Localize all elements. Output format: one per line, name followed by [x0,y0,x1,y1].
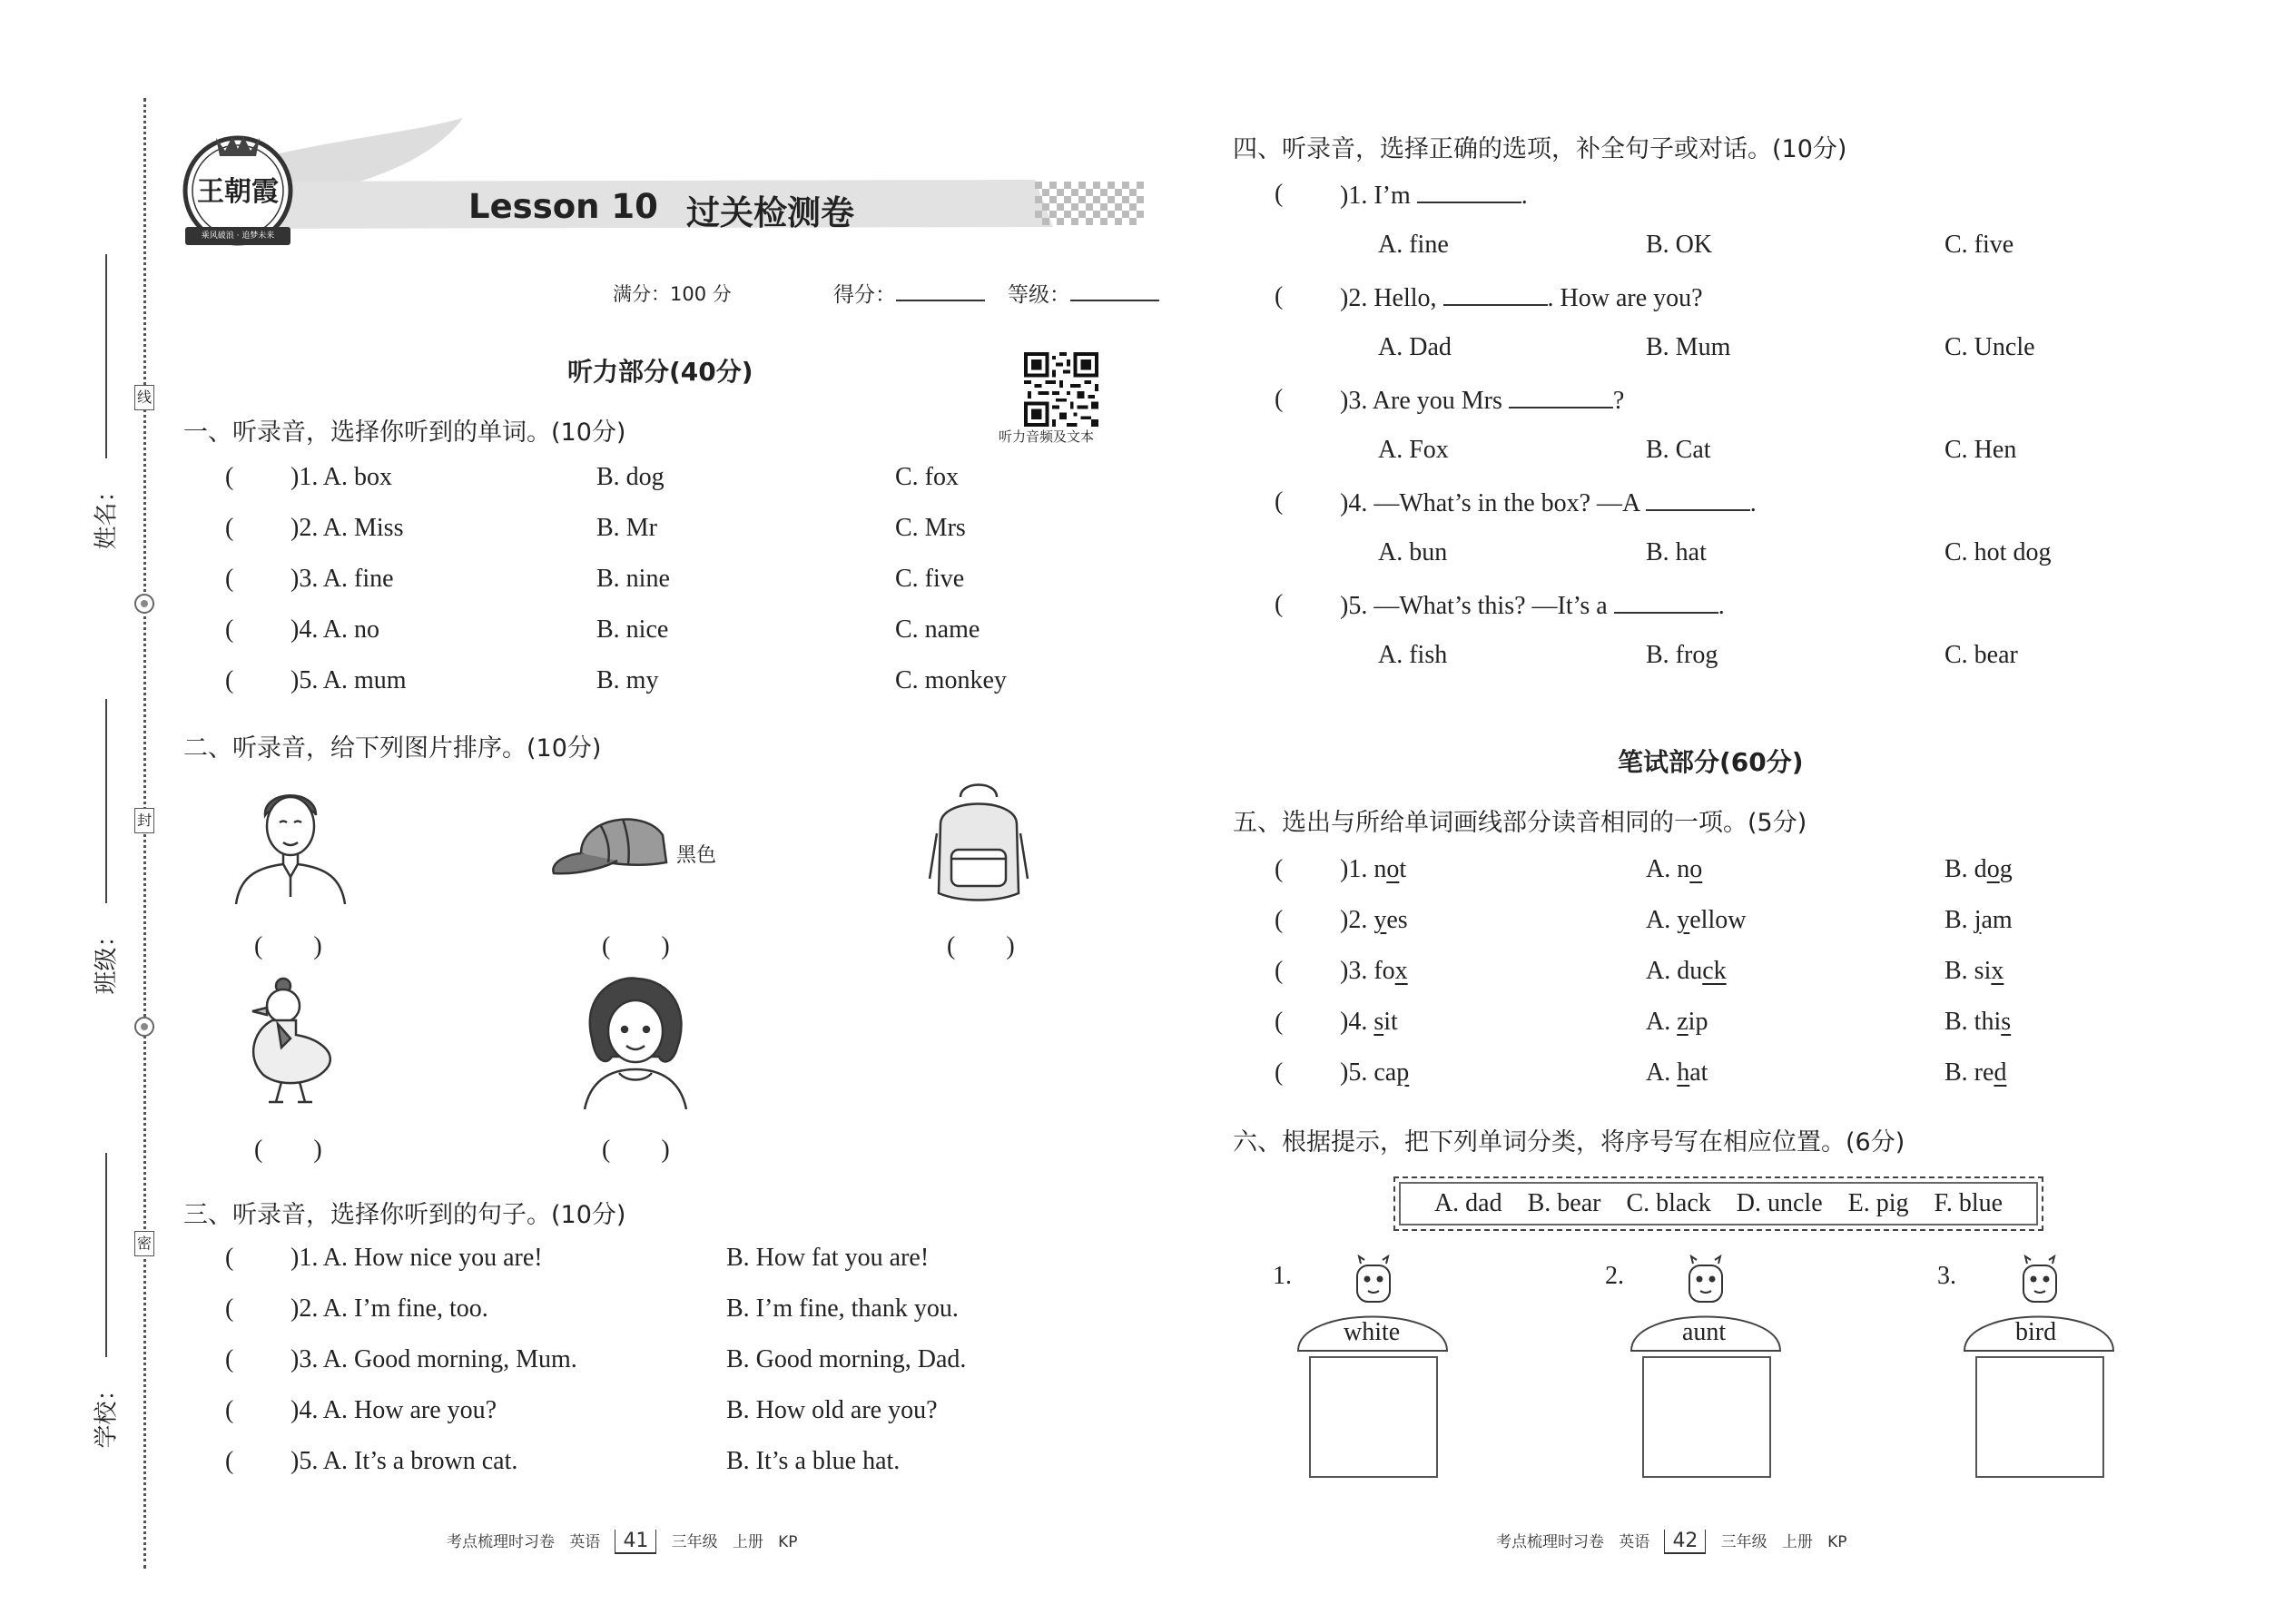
brand-motto: 乘风破浪 · 追梦未来 [201,231,275,241]
class-field[interactable] [80,699,121,995]
footer-right: 考点梳理时习卷 英语 42 三年级 上册 KP [1496,1530,1847,1552]
picture-answer-blank[interactable]: ( ) [254,932,322,960]
word-bank [1393,1176,2043,1231]
score-label: 得分： [833,283,896,307]
binding-dotted-line [143,98,146,1569]
test-subtitle: 过关检测卷 [686,193,854,232]
binding-hole-icon [133,592,156,615]
name-label: 姓名： [93,478,121,550]
category-answer-area[interactable] [1309,1356,1438,1478]
picture-answer-blank[interactable]: ( ) [254,1136,322,1164]
page-number: 41 [615,1530,656,1554]
man-picture [227,779,354,906]
lesson-title: Lesson 10 [468,187,658,226]
grade-field[interactable] [1008,278,1159,308]
qr-caption: 听力音频及文本 [999,428,1095,445]
section2-title: 二、听录音，给下列图片排序。(10分) [183,734,602,763]
section5-title: 五、选出与所给单词画线部分读音相同的一项。(5分) [1233,809,1807,837]
cap-picture [545,799,681,890]
picture-answer-blank[interactable]: ( ) [602,1136,670,1164]
section6-title: 六、根据提示，把下列单词分类，将序号写在相应位置。(6分) [1233,1128,1905,1156]
category-word: aunt [1682,1318,1727,1346]
seal-char-secret: 密 [134,1231,154,1256]
category-answer-area[interactable] [1975,1356,2104,1478]
writing-title: 笔试部分(60分) [1618,747,1804,777]
class-label: 班级： [93,923,121,995]
footer-left: 考点梳理时习卷 英语 41 三年级 上册 KP [447,1530,798,1552]
binding-hole-icon [133,1015,156,1038]
duck-picture [227,975,345,1111]
seal-char-seal: 封 [134,808,154,833]
cap-color-label: 黑色 [676,844,717,867]
grade-label: 等级： [1008,283,1070,307]
school-label: 学校： [93,1377,121,1449]
qr-code[interactable] [1024,352,1098,427]
score-field[interactable] [833,278,985,308]
page-number: 42 [1664,1530,1706,1554]
seal-char-line: 线 [134,385,154,410]
word-bank-text: A. dad B. bear C. black D. uncle E. pig F. blue [1433,1189,2004,1217]
backpack-picture [924,779,1033,906]
picture-answer-blank[interactable]: ( ) [602,932,670,960]
section3-title: 三、听录音，选择你听到的句子。(10分) [183,1201,626,1229]
section1-title: 一、听录音，选择你听到的单词。(10分) [183,418,626,447]
school-field[interactable] [80,1153,121,1449]
listening-title: 听力部分(40分) [567,357,753,387]
picture-answer-blank[interactable]: ( ) [947,932,1015,960]
category-answer-area[interactable] [1642,1356,1771,1478]
full-score: 满分：100 分 [613,283,732,305]
category-word: bird [2015,1318,2057,1346]
title-banner [163,109,1162,245]
woman-picture [572,975,699,1111]
brand-logo-text: 王朝霞 [197,176,279,208]
category-word: white [1344,1318,1401,1346]
name-field[interactable] [80,254,121,550]
section4-title: 四、听录音，选择正确的选项，补全句子或对话。(10分) [1233,135,1847,163]
